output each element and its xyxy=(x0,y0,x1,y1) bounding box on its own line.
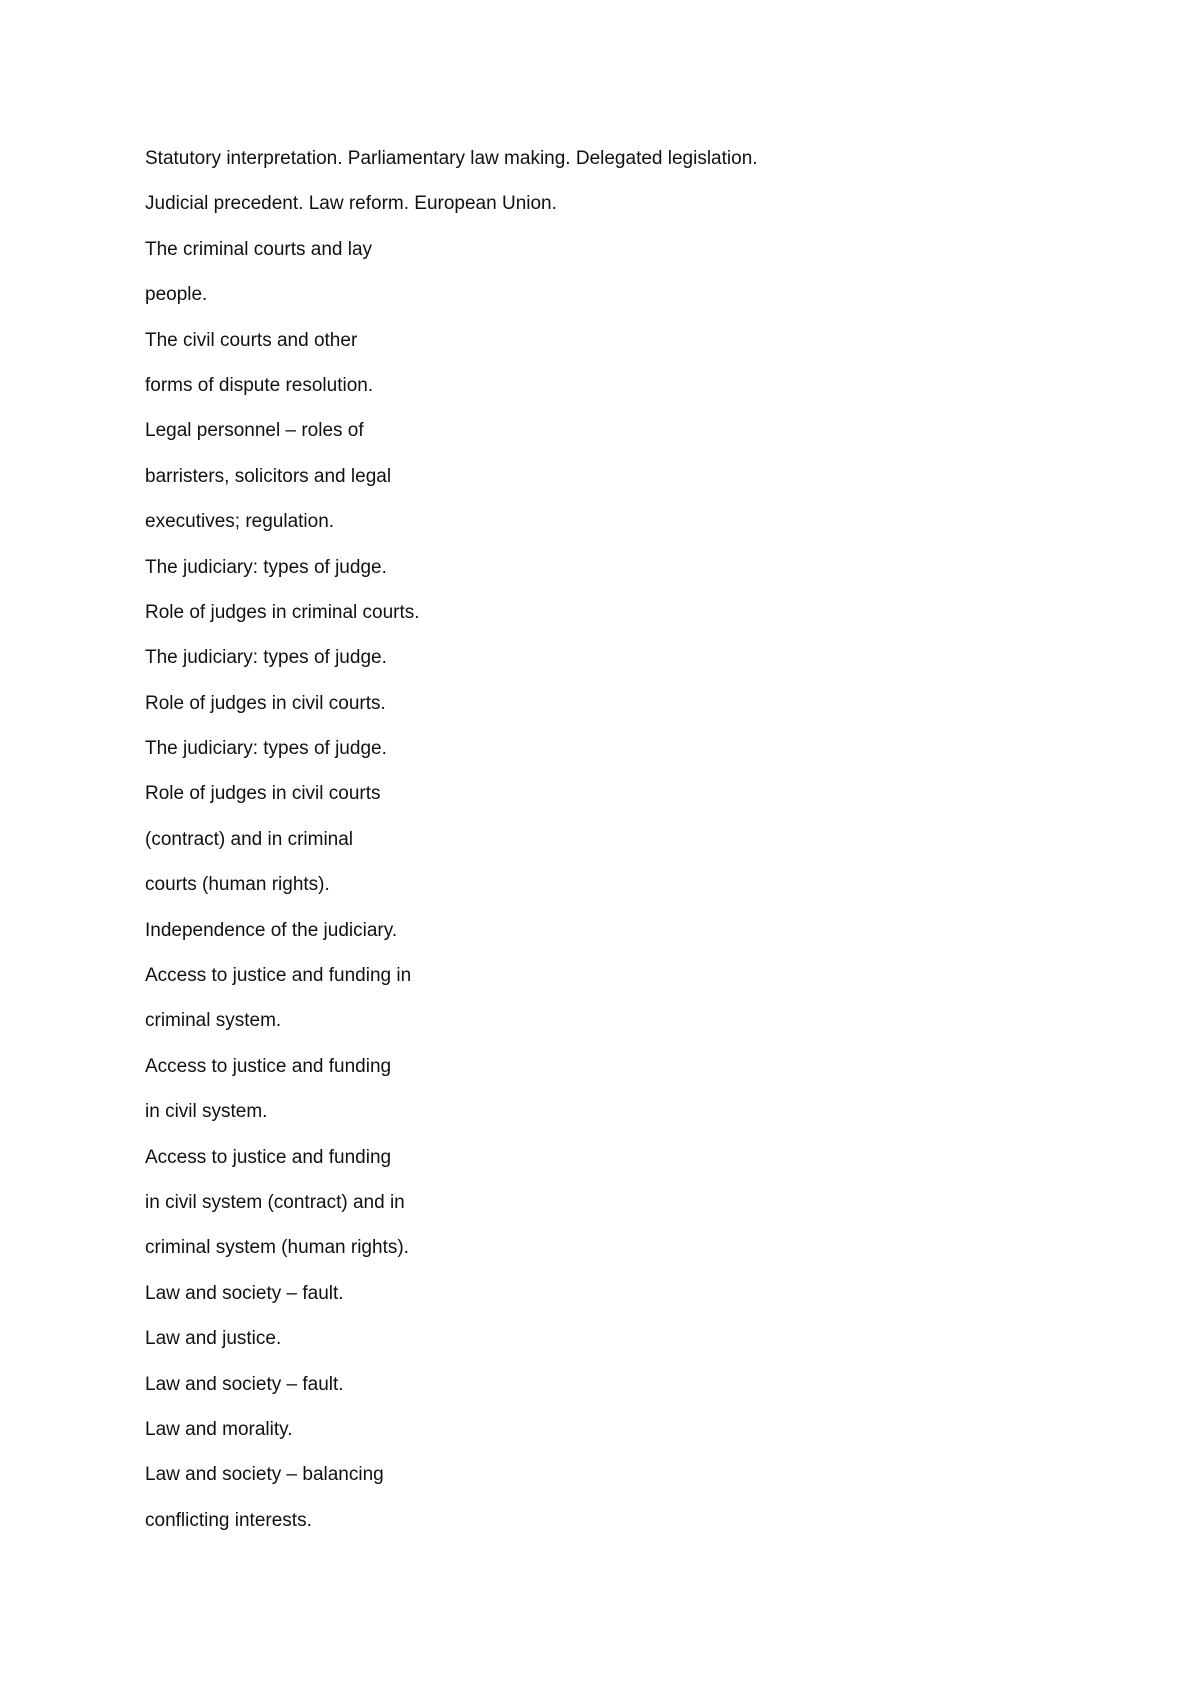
text-line: Law and justice. xyxy=(145,1328,282,1350)
text-line: Law and society – fault. xyxy=(145,1373,344,1395)
text-line: Legal personnel – roles of xyxy=(145,420,364,442)
text-line: Access to justice and funding xyxy=(145,1146,392,1168)
text-line: Independence of the judiciary. xyxy=(145,919,398,941)
text-line: barristers, solicitors and legal xyxy=(145,465,392,487)
text-line: Access to justice and funding xyxy=(145,1055,392,1077)
text-line: courts (human rights). xyxy=(145,874,330,896)
text-line: Statutory interpretation. Parliamentary law making. Delegated legislation. xyxy=(145,148,758,169)
text-line: The judiciary: types of judge. xyxy=(145,647,387,669)
text-line: Role of judges in civil courts xyxy=(145,783,381,805)
text-line: Law and society – fault. xyxy=(145,1282,344,1304)
text-line: Access to justice and funding in xyxy=(145,965,412,987)
text-line: The criminal courts and lay xyxy=(145,238,373,260)
text-line: conflicting interests. xyxy=(145,1509,312,1531)
text-line: Judicial precedent. Law reform. European Union. xyxy=(145,193,557,215)
text-line: The civil courts and other xyxy=(145,329,358,351)
text-line: in civil system. xyxy=(145,1101,268,1123)
text-line: criminal system (human rights). xyxy=(145,1237,409,1259)
text-line: The judiciary: types of judge. xyxy=(145,738,387,760)
text-line: criminal system. xyxy=(145,1010,282,1032)
text-line: forms of dispute resolution. xyxy=(145,374,374,396)
text-line: executives; regulation. xyxy=(145,511,335,533)
text-line: (contract) and in criminal xyxy=(145,828,354,850)
document-text xyxy=(145,145,758,1552)
text-line: Law and morality. xyxy=(145,1418,293,1440)
text-line: Law and society – balancing xyxy=(145,1464,384,1486)
text-line: in civil system (contract) and in xyxy=(145,1191,405,1213)
text-line: people. xyxy=(145,284,208,306)
text-line: Role of judges in criminal courts. xyxy=(145,601,420,623)
text-line: The judiciary: types of judge. xyxy=(145,556,387,578)
text-line: Role of judges in civil courts. xyxy=(145,692,386,714)
